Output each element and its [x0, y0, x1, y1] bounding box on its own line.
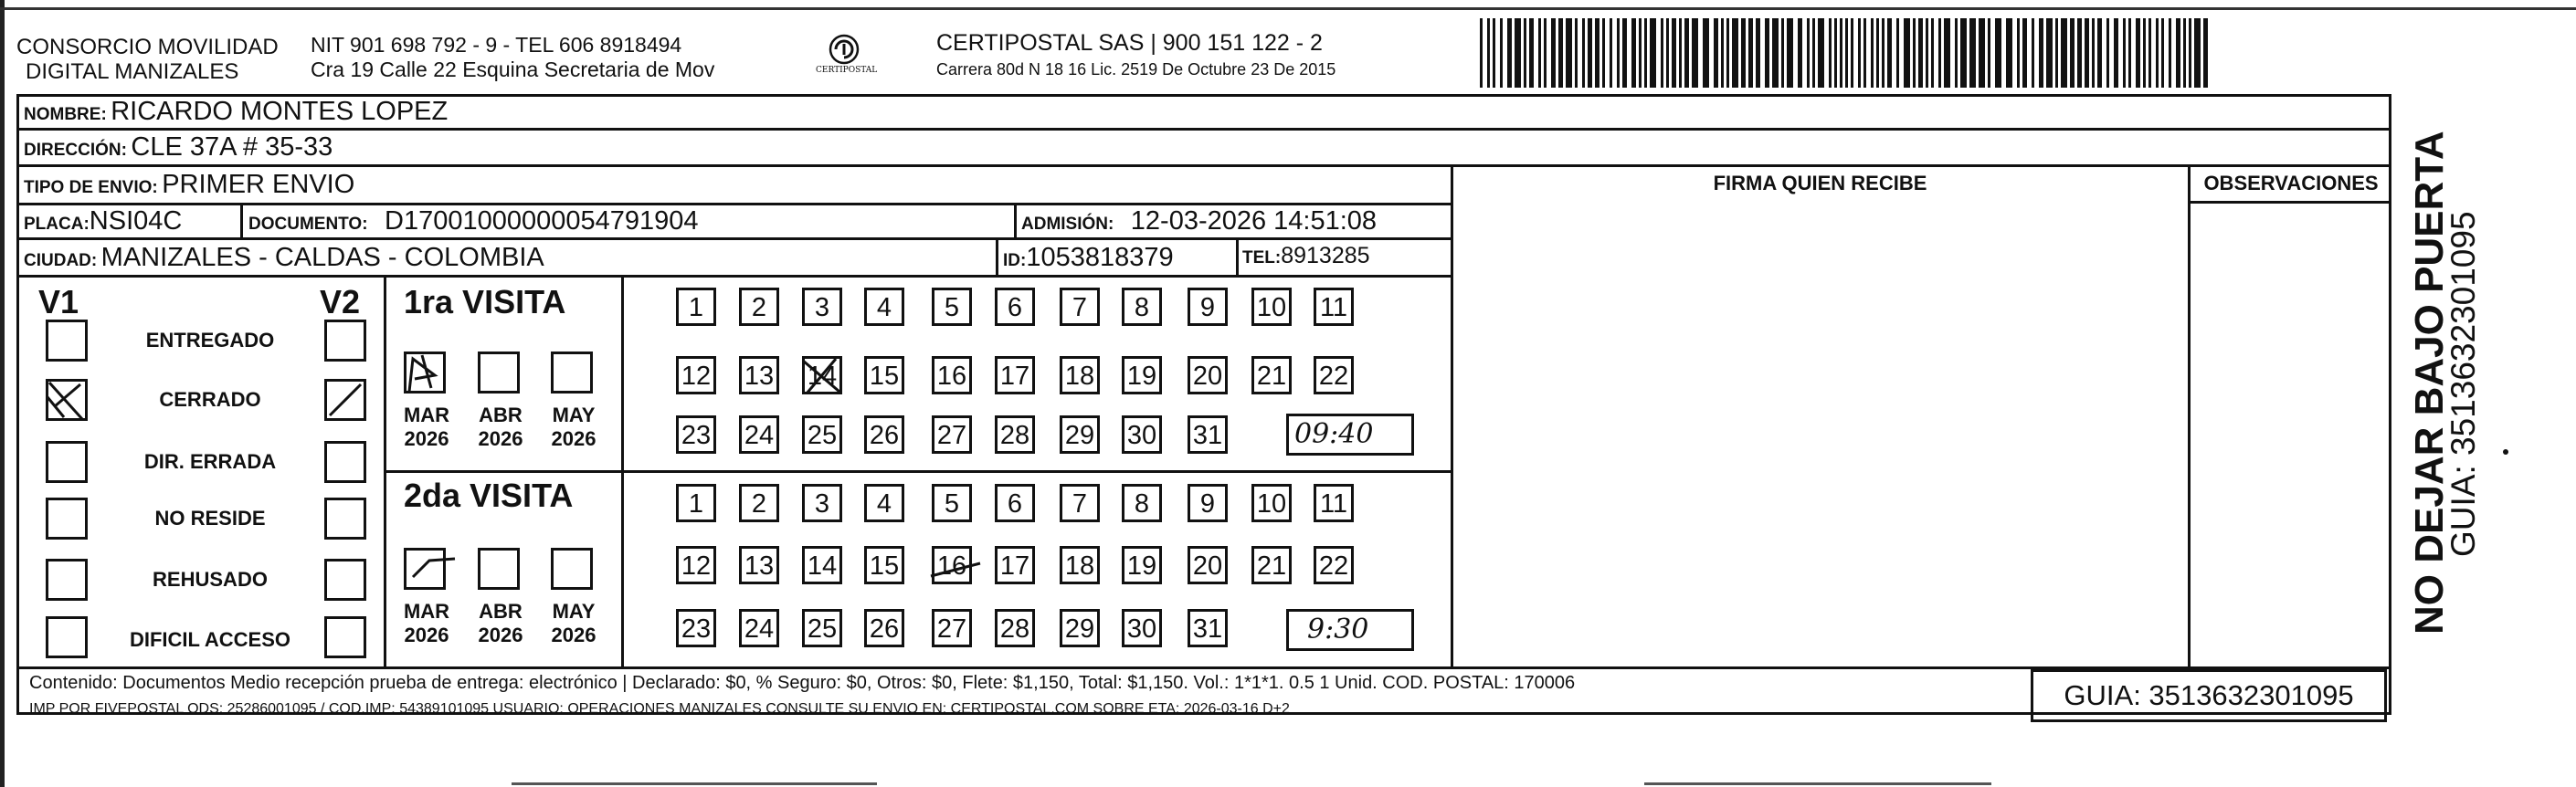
v1-label: V1 — [38, 283, 79, 320]
visit1-day-19[interactable]: 19 — [1122, 356, 1162, 394]
company-nit: NIT 901 698 792 - 9 - TEL 606 8918494 — [311, 33, 682, 57]
tel-label: TEL: — [1242, 248, 1282, 268]
visit2-day-9[interactable]: 9 — [1188, 484, 1228, 522]
carrier-address: Carrera 80d N 18 16 Lic. 2519 De Octubre 23 De 2015 — [936, 60, 1336, 79]
visit2-month-may-name: MAY — [552, 600, 596, 623]
placa-label: PLACA: — [24, 215, 90, 234]
visit2-day-20[interactable]: 20 — [1188, 546, 1228, 584]
visit1-day-6[interactable]: 6 — [995, 288, 1035, 326]
visit1-month-abr-name: ABR — [479, 404, 523, 426]
visit2-month-mar-checkbox[interactable] — [404, 548, 446, 590]
visit1-day-9[interactable]: 9 — [1188, 288, 1228, 326]
firma-label: FIRMA QUIEN RECIBE — [1713, 172, 1927, 194]
tel-value: 8913285 — [1281, 243, 1370, 268]
id-value: 1053818379 — [1026, 243, 1174, 272]
visit1-month-mar — [399, 404, 454, 451]
visit1-month-mar-year: 2026 — [404, 427, 449, 450]
visit2-day-3[interactable]: 3 — [802, 484, 842, 522]
visit1-day-10[interactable]: 10 — [1251, 288, 1292, 326]
visit2-day-16[interactable]: 16 — [932, 546, 972, 584]
visit1-day-18[interactable]: 18 — [1060, 356, 1100, 394]
observaciones-label: OBSERVACIONES — [2203, 172, 2379, 194]
direccion-value: CLE 37A # 35-33 — [131, 132, 333, 162]
nombre-row — [24, 99, 448, 125]
visit2-day-11[interactable]: 11 — [1314, 484, 1354, 522]
v2-entregado-checkbox[interactable] — [324, 320, 366, 362]
top-edge — [0, 7, 2576, 10]
visit2-day-30[interactable]: 30 — [1122, 609, 1162, 647]
visit1-day-15[interactable]: 15 — [864, 356, 904, 394]
visit2-day-10[interactable]: 10 — [1251, 484, 1292, 522]
visit1-time-box — [1286, 414, 1414, 456]
id-row — [1003, 245, 1174, 271]
visit1-day-21[interactable]: 21 — [1251, 356, 1292, 394]
visit2-day-5[interactable]: 5 — [932, 484, 972, 522]
visit2-month-abr-name: ABR — [479, 600, 523, 623]
v2-dir-errada-checkbox[interactable] — [324, 441, 366, 483]
left-edge — [0, 0, 5, 787]
direccion-label: DIRECCIÓN: — [24, 141, 127, 160]
visit1-month-may-name: MAY — [552, 404, 596, 426]
visit1-day-23[interactable]: 23 — [676, 415, 716, 454]
visit2-day-24[interactable]: 24 — [739, 609, 779, 647]
status-cerrado-label: CERRADO — [159, 388, 261, 411]
visit2-title: 2da VISITA — [404, 477, 574, 514]
carrier-name: CERTIPOSTAL SAS | 900 151 122 - 2 — [936, 30, 1323, 56]
status-dificil-acceso-label: DIFICIL ACCESO — [129, 628, 290, 651]
placa-value: NSI04C — [89, 206, 183, 236]
side-guia: GUIA: 3513632301095 — [2444, 211, 2482, 557]
visit1-time: 09:40 — [1294, 418, 1374, 450]
company-details — [311, 33, 714, 82]
status-rehusado-label: REHUSADO — [153, 568, 268, 591]
visit1-day-25[interactable]: 25 — [802, 415, 842, 454]
visit1-day-30[interactable]: 30 — [1122, 415, 1162, 454]
visit2-month-abr-checkbox[interactable] — [478, 548, 520, 590]
visit2-day-12[interactable]: 12 — [676, 546, 716, 584]
status-no-reside-label: NO RESIDE — [154, 507, 266, 530]
footer-content-line: Contenido: Documentos Medio recepción prueba de entrega: electrónico | Declarado: $0, % Seguro: $0, Otros: $0, Flete: $1,150, Total: $1,150. Vol.: 1*1*1. 0.5 1 Unid. COD. POSTAL: 170006 — [29, 673, 1576, 693]
visit2-day-2[interactable]: 2 — [739, 484, 779, 522]
visit2-day-15[interactable]: 15 — [864, 546, 904, 584]
visit2-day-31[interactable]: 31 — [1188, 609, 1228, 647]
visit2-month-abr-year: 2026 — [478, 624, 523, 646]
visit2-day-27[interactable]: 27 — [932, 609, 972, 647]
visit2-day-8[interactable]: 8 — [1122, 484, 1162, 522]
visit2-day-4[interactable]: 4 — [864, 484, 904, 522]
tipo-row — [24, 172, 354, 198]
admision-label: ADMISIÓN: — [1021, 215, 1114, 234]
tipo-value: PRIMER ENVIO — [162, 170, 355, 199]
v2-dificil-acceso-checkbox[interactable] — [324, 616, 366, 658]
visit1-day-7[interactable]: 7 — [1060, 288, 1100, 326]
visit1-day-20[interactable]: 20 — [1188, 356, 1228, 394]
visit2-month-may — [546, 600, 601, 647]
company-address: Cra 19 Calle 22 Esquina Secretaria de Mov — [311, 58, 715, 81]
visit1-day-27[interactable]: 27 — [932, 415, 972, 454]
visit2-month-mar-year: 2026 — [404, 624, 449, 646]
bottom-edge-mark-2 — [1644, 782, 1991, 785]
visit2-day-26[interactable]: 26 — [864, 609, 904, 647]
side-warning: NO DEJAR BAJO PUERTA — [2407, 131, 2452, 635]
visit1-day-8[interactable]: 8 — [1122, 288, 1162, 326]
visit1-day-31[interactable]: 31 — [1188, 415, 1228, 454]
visit1-month-mar-name: MAR — [403, 404, 450, 426]
v1-dir-errada-checkbox[interactable] — [46, 441, 88, 483]
v1-entregado-checkbox[interactable] — [46, 320, 88, 362]
company-name — [16, 35, 279, 84]
visit1-day-17[interactable]: 17 — [995, 356, 1035, 394]
visit2-day-18[interactable]: 18 — [1060, 546, 1100, 584]
visit2-time: 9:30 — [1307, 614, 1369, 645]
visit2-day-22[interactable]: 22 — [1314, 546, 1354, 584]
barcode — [1480, 18, 2211, 88]
visit1-month-mar-checkbox[interactable] — [404, 352, 446, 394]
visit1-day-12[interactable]: 12 — [676, 356, 716, 394]
visit1-month-may-year: 2026 — [551, 427, 596, 450]
visit2-month-mar-name: MAR — [403, 600, 450, 623]
documento-value: D17001000000054791904 — [385, 206, 699, 236]
visit1-day-4[interactable]: 4 — [864, 288, 904, 326]
tipo-label: TIPO DE ENVIO: — [24, 178, 158, 197]
visit1-month-may — [546, 404, 601, 451]
v1-no-reside-checkbox[interactable] — [46, 498, 88, 540]
visit1-day-13[interactable]: 13 — [739, 356, 779, 394]
visit1-month-abr — [473, 404, 528, 451]
certipostal-logo — [816, 31, 878, 84]
visit2-time-box — [1286, 609, 1414, 651]
direccion-row — [24, 134, 333, 161]
admision-row — [1021, 208, 1377, 235]
status-entregado-label: ENTREGADO — [145, 329, 275, 352]
visit2-day-7[interactable]: 7 — [1060, 484, 1100, 522]
v1-dificil-acceso-checkbox[interactable] — [46, 616, 88, 658]
dot-mark — [2503, 449, 2508, 455]
visit1-day-1[interactable]: 1 — [676, 288, 716, 326]
visit1-day-16[interactable]: 16 — [932, 356, 972, 394]
visit1-day-22[interactable]: 22 — [1314, 356, 1354, 394]
company-line-2: DIGITAL MANIZALES — [26, 59, 239, 84]
visit2-month-may-year: 2026 — [551, 624, 596, 646]
visit2-day-13[interactable]: 13 — [739, 546, 779, 584]
tel-row — [1242, 245, 1370, 268]
v2-label: V2 — [320, 283, 361, 320]
visit1-day-14[interactable]: 14 — [802, 356, 842, 394]
visit1-day-29[interactable]: 29 — [1060, 415, 1100, 454]
company-line-1: CONSORCIO MOVILIDAD — [16, 35, 279, 59]
ciudad-label: CIUDAD: — [24, 251, 98, 270]
visit2-day-6[interactable]: 6 — [995, 484, 1035, 522]
visit2-day-1[interactable]: 1 — [676, 484, 716, 522]
v2-cerrado-checkbox[interactable] — [324, 379, 366, 421]
visit1-day-26[interactable]: 26 — [864, 415, 904, 454]
v1-cerrado-checkbox[interactable] — [46, 379, 88, 421]
visit2-month-mar — [399, 600, 454, 647]
bottom-edge-mark — [512, 782, 877, 785]
visit1-title: 1ra VISITA — [404, 283, 566, 320]
id-label: ID: — [1003, 251, 1027, 270]
visit2-day-14[interactable]: 14 — [802, 546, 842, 584]
footer-guia: GUIA: 3513632301095 — [2031, 669, 2387, 722]
admision-value: 12-03-2026 14:51:08 — [1130, 206, 1378, 236]
visit2-day-19[interactable]: 19 — [1122, 546, 1162, 584]
visit1-day-5[interactable]: 5 — [932, 288, 972, 326]
documento-label: DOCUMENTO: — [248, 215, 368, 234]
visit2-month-abr — [473, 600, 528, 647]
visit1-day-3[interactable]: 3 — [802, 288, 842, 326]
visit1-day-2[interactable]: 2 — [739, 288, 779, 326]
visit2-day-23[interactable]: 23 — [676, 609, 716, 647]
documento-row — [248, 208, 699, 235]
visit1-day-24[interactable]: 24 — [739, 415, 779, 454]
visit2-day-25[interactable]: 25 — [802, 609, 842, 647]
visit1-day-28[interactable]: 28 — [995, 415, 1035, 454]
v2-rehusado-checkbox[interactable] — [324, 559, 366, 601]
carrier-details — [936, 31, 1336, 82]
visit2-month-may-checkbox[interactable] — [551, 548, 593, 590]
visit1-month-may-checkbox[interactable] — [551, 352, 593, 394]
nombre-label: NOMBRE: — [24, 105, 107, 124]
placa-row — [24, 208, 182, 235]
visit1-month-abr-year: 2026 — [478, 427, 523, 450]
ciudad-row — [24, 245, 544, 271]
visit2-day-29[interactable]: 29 — [1060, 609, 1100, 647]
footer-imp-line: IMP POR FIVEPOSTAL ODS: 25286001095 / COD.IMP: 54389101095 USUARIO: OPERACIONES MANIZALES CONSULTE SU ENVIO EN: CERTIPOSTAL.COM SOBRE ETA: 2026-03-16 D+2 — [29, 701, 1290, 717]
status-dir-errada-label: DIR. ERRADA — [143, 450, 277, 473]
ciudad-value: MANIZALES - CALDAS - COLOMBIA — [100, 243, 544, 272]
visit2-day-17[interactable]: 17 — [995, 546, 1035, 584]
v1-rehusado-checkbox[interactable] — [46, 559, 88, 601]
visit1-month-abr-checkbox[interactable] — [478, 352, 520, 394]
v2-no-reside-checkbox[interactable] — [324, 498, 366, 540]
logo-text: CERTIPOSTAL — [816, 66, 878, 75]
visit1-day-11[interactable]: 11 — [1314, 288, 1354, 326]
nombre-value: RICARDO MONTES LOPEZ — [111, 97, 449, 126]
visit2-day-28[interactable]: 28 — [995, 609, 1035, 647]
visit2-day-21[interactable]: 21 — [1251, 546, 1292, 584]
